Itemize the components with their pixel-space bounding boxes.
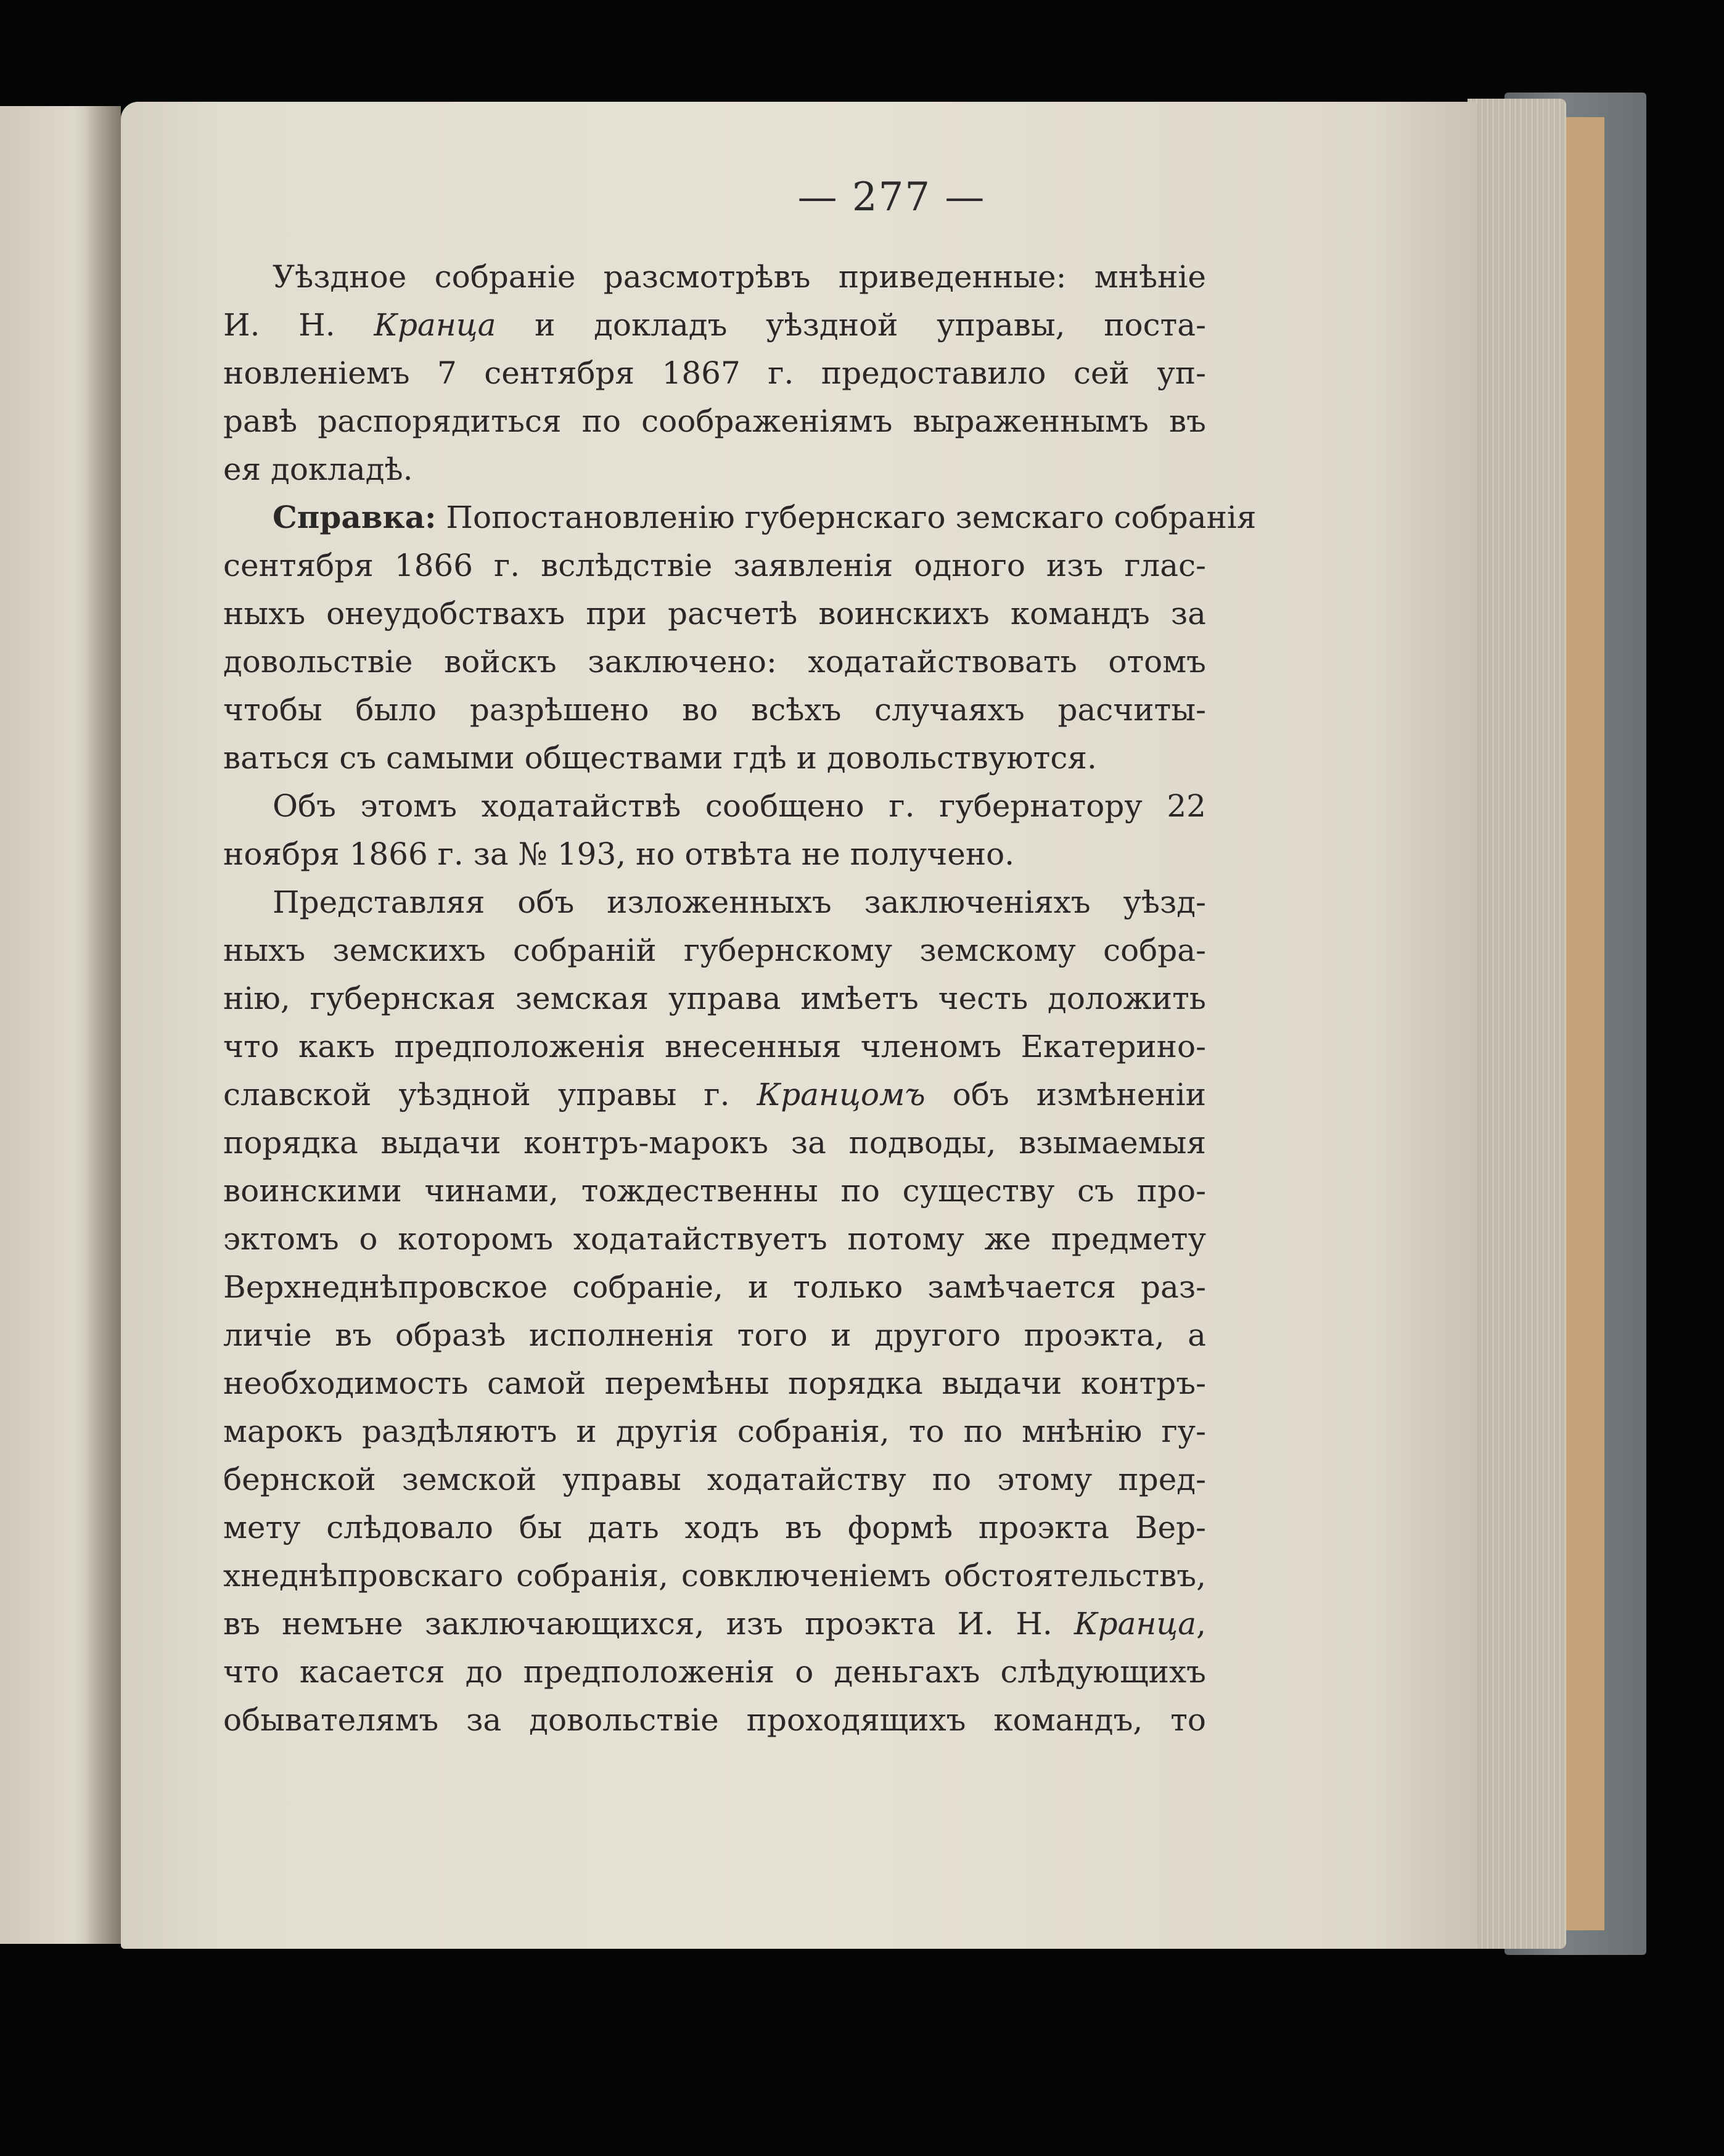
text-line (223, 493, 1257, 541)
page-number: — 277 — (797, 175, 986, 220)
text-line: равѣ распорядиться по соображеніямъ выраженнымъ въ (223, 403, 1206, 439)
page-fore-edge (1467, 99, 1566, 1949)
text-line: Представляя объ изложенныхъ заключеніяхъ уѣзд- (273, 884, 1206, 920)
text-line: хнеднѣпровскаго собранія, совключеніемъ обстоятельствъ, (223, 1558, 1206, 1594)
previous-page-edge (0, 106, 121, 1944)
text-line: марокъ раздѣляютъ и другія собранія, то по мнѣнію гу- (223, 1413, 1206, 1449)
text-line: личіе въ образѣ исполненія того и другого проэкта, а (223, 1317, 1206, 1353)
bold-heading: Справка: (273, 499, 437, 535)
text-line: что какъ предположенія внесенныя членомъ Екатерино- (223, 1029, 1206, 1064)
text-line (223, 301, 1206, 349)
text-segment: и докладъ уѣздной управы, поста- (496, 307, 1206, 343)
text-line: порядка выдачи контръ-марокъ за подводы, взымаемыя (223, 1125, 1206, 1161)
text-segment: Попостановленію губернскаго земскаго собранія (436, 500, 1257, 535)
text-line: бернской земской управы ходатайству по этому пред- (223, 1462, 1206, 1497)
text-line: ея докладѣ. (223, 451, 413, 487)
text-line: чтобы было разрѣшено во всѣхъ случаяхъ расчиты- (223, 692, 1206, 728)
text-segment: славской уѣздной управы г. (223, 1077, 757, 1113)
text-line: Верхнеднѣпровское собраніе, и только замѣчается раз- (223, 1269, 1206, 1305)
text-line (223, 1071, 1206, 1119)
page-text (223, 253, 1257, 1744)
text-line: сентября 1866 г. вслѣдствіе заявленія одного изъ глас- (223, 548, 1206, 583)
italic-name: Кранца (1073, 1606, 1197, 1642)
italic-name: Кранцомъ (757, 1077, 926, 1113)
book-page (121, 102, 1477, 1949)
text-line: ныхъ земскихъ собраній губернскому земскому собра- (223, 932, 1206, 968)
text-line (223, 1600, 1206, 1648)
gutter-shadow (84, 106, 121, 1944)
text-line: что касается до предположенія о деньгахъ слѣдующихъ (223, 1654, 1206, 1690)
text-line: ваться съ самыми обществами гдѣ и довольствуются. (223, 740, 1097, 776)
text-line: эктомъ о которомъ ходатайствуетъ потому же предмету (223, 1221, 1206, 1257)
text-line: ныхъ онеудобствахъ при расчетѣ воинскихъ командъ за (223, 596, 1206, 632)
italic-name: Кранца (374, 307, 496, 343)
text-line: Уѣздное собраніе разсмотрѣвъ приведенные: мнѣніе (273, 259, 1206, 295)
text-line: мету слѣдовало бы дать ходъ въ формѣ проэкта Вер- (223, 1510, 1206, 1545)
text-line: Объ этомъ ходатайствѣ сообщено г. губернатору 22 (273, 788, 1206, 824)
text-line: довольствіе войскъ заключено: ходатайствовать отомъ (223, 644, 1206, 680)
text-line: нію, губернская земская управа имѣетъ честь доложить (223, 981, 1206, 1016)
text-line: обывателямъ за довольствіе проходящихъ командъ, то (223, 1702, 1206, 1738)
text-line: необходимость самой перемѣны порядка выдачи контръ- (223, 1365, 1206, 1401)
text-segment: объ измѣненіи (925, 1077, 1206, 1113)
text-line: ноября 1866 г. за № 193, но отвѣта не получено. (223, 836, 1015, 872)
text-segment: И. Н. (223, 307, 374, 343)
text-line: новленіемъ 7 сентября 1867 г. предоставило сей уп- (223, 355, 1206, 391)
text-segment: , (1196, 1606, 1206, 1642)
text-segment: въ немъне заключающихся, изъ проэкта И. Н. (223, 1606, 1074, 1642)
text-line: воинскими чинами, тождественны по существу съ про- (223, 1173, 1206, 1209)
